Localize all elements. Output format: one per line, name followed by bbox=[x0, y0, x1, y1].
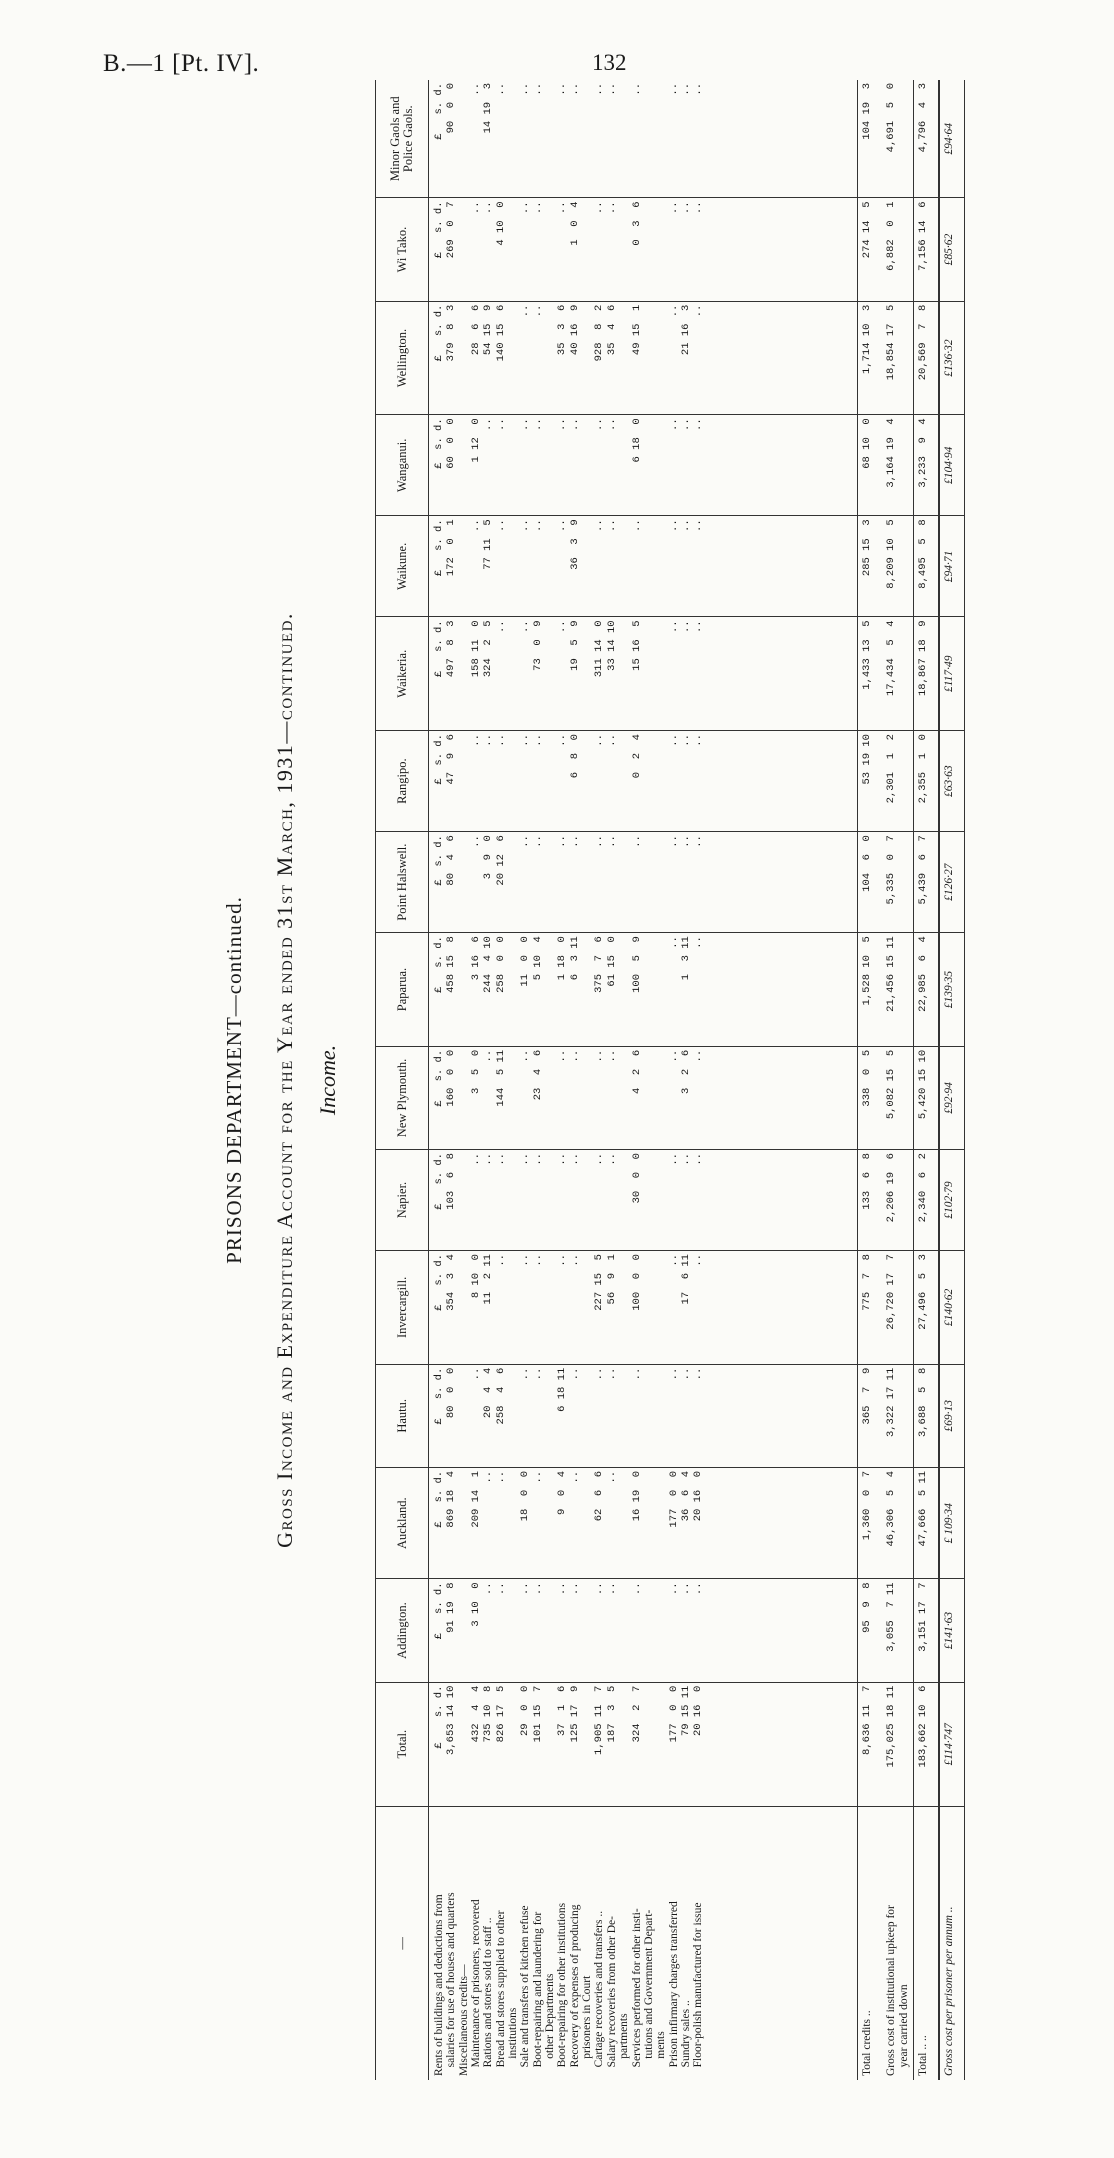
gross-cost-cell: 3,055 7 11 bbox=[882, 1579, 913, 1682]
gross-cost-cell: 18,854 17 5 bbox=[882, 301, 913, 415]
row-label: Sundry sales .. bbox=[679, 2000, 692, 2076]
grand-total-cell: 3,233 9 4 bbox=[914, 415, 940, 516]
total-cell: 775 7 8 bbox=[858, 1251, 883, 1365]
gross-cost-cell: 5,082 15 5 bbox=[882, 1046, 913, 1149]
column-header-row bbox=[376, 80, 429, 2080]
column-header: Total. bbox=[376, 1682, 429, 1806]
row-label: Total .. .. bbox=[917, 2035, 929, 2076]
value-column-hautu: £ s. d. 80 0 0 .. 20 4 4 258 4 6 .. .. 6 18 11 .. .. .. .. .. .. .. bbox=[429, 1364, 858, 1467]
column-header: Invercargill. bbox=[376, 1251, 429, 1365]
cost-per-prisoner-row bbox=[939, 80, 965, 2080]
gross-cost-cell: 8,209 10 5 bbox=[882, 516, 913, 617]
value-column-waikune: £ s. d. 172 0 1 .. 77 11 5 .. .. .. .. 36 3 9 .. .. .. .. .. .. bbox=[429, 516, 858, 617]
gross-cost-cell: 5,335 0 7 bbox=[882, 832, 913, 933]
gross-cost-cell: 17,434 5 4 bbox=[882, 617, 913, 731]
grand-total-cell: 27,496 5 3 bbox=[914, 1251, 940, 1365]
grand-total-cell: 47,666 5 11 bbox=[914, 1467, 940, 1579]
total-cell: 133 6 8 bbox=[858, 1150, 883, 1251]
row-label: Rations and stores sold to staff .. bbox=[482, 1917, 495, 2076]
grand-total-cell: 2,340 6 2 bbox=[914, 1150, 940, 1251]
section-title: Income. bbox=[315, 1044, 340, 1116]
grand-total-cell: 22,985 6 4 bbox=[914, 933, 940, 1047]
column-header: Hautu. bbox=[376, 1364, 429, 1467]
grand-total-cell: 7,156 14 6 bbox=[914, 198, 940, 301]
column-header: Wi Tako. bbox=[376, 198, 429, 301]
cost-per-prisoner-cell: £ 109·34 bbox=[939, 1467, 965, 1579]
grand-total-cell: 8,495 5 8 bbox=[914, 516, 940, 617]
cost-per-prisoner-cell: £114·747 bbox=[939, 1682, 965, 1806]
grand-total-cell: 3,688 5 8 bbox=[914, 1364, 940, 1467]
cost-per-prisoner-cell: £85·62 bbox=[939, 198, 965, 301]
row-label: Floor-polish manufactured for issue bbox=[692, 1902, 705, 2076]
income-items-row bbox=[429, 80, 858, 2080]
row-label: Rents of buildings and deductions from salaries for use of houses and quarters bbox=[433, 1892, 458, 2076]
row-label: Maintenance of prisoners, recovered bbox=[470, 1899, 483, 2076]
row-label: Gross cost per prisoner per annum .. bbox=[939, 1806, 965, 2080]
title-block bbox=[150, 80, 340, 2080]
gross-cost-cell: 2,206 19 6 bbox=[882, 1150, 913, 1251]
gross-cost-row bbox=[882, 80, 913, 2080]
total-cell: 365 7 9 bbox=[858, 1364, 883, 1467]
row-labels-cell bbox=[429, 1806, 858, 2080]
column-header: Auckland. bbox=[376, 1467, 429, 1579]
cost-per-prisoner-cell: £63·63 bbox=[939, 731, 965, 832]
gross-cost-cell: 26,720 17 7 bbox=[882, 1251, 913, 1365]
value-column-rangipo: £ s. d. 47 9 6 .. .. .. .. .. .. 6 8 0 .. .. 0 2 4 .. .. .. bbox=[429, 731, 858, 832]
row-label: Total credits .. bbox=[861, 2010, 874, 2076]
row-label: Boot-repairing for other institutions bbox=[556, 1902, 569, 2076]
total-cell: 104 19 3 bbox=[858, 80, 883, 198]
cost-per-prisoner-cell: £139·35 bbox=[939, 933, 965, 1047]
page-number: 132 bbox=[592, 50, 627, 75]
value-column-minor-gaols: £ s. d. 90 0 0 .. 14 19 3 .. .. .. .. .. .. .. .. .. .. .. bbox=[429, 80, 858, 198]
column-header: Addington. bbox=[376, 1579, 429, 1682]
total-cell: 1,360 0 7 bbox=[858, 1467, 883, 1579]
grand-total-row bbox=[914, 80, 940, 2080]
cost-per-prisoner-cell: £92·94 bbox=[939, 1046, 965, 1149]
total-cell: 1,433 13 5 bbox=[858, 617, 883, 731]
value-column-wanganui: £ s. d. 60 0 0 1 12 0 .. .. .. .. .. .. .. .. 6 18 0 .. .. .. bbox=[429, 415, 858, 516]
value-column-wi-tako: £ s. d. 269 0 7 .. .. 4 10 0 .. .. .. 1 0 4 .. .. 0 3 6 .. .. .. bbox=[429, 198, 858, 301]
row-label: Cartage recoveries and transfers .. bbox=[593, 1910, 606, 2076]
cost-per-prisoner-cell: £141·63 bbox=[939, 1579, 965, 1682]
grand-total-cell: 18,867 18 9 bbox=[914, 617, 940, 731]
row-label: Salary recoveries from other De- partments bbox=[605, 1916, 631, 2068]
total-cell: 8,636 11 7 bbox=[858, 1682, 883, 1806]
column-header: Paparua. bbox=[376, 933, 429, 1047]
income-table bbox=[375, 80, 965, 2080]
total-cell: 285 15 3 bbox=[858, 516, 883, 617]
cost-per-prisoner-cell: £136·32 bbox=[939, 301, 965, 415]
value-column-auckland: £ s. d. 869 18 4 209 14 1 .. .. 18 0 0 .. 9 0 4 .. 62 6 6 .. 16 19 0 177 0 0 36 6 4 20 16 0 bbox=[429, 1467, 858, 1579]
gross-cost-cell: 3,164 19 4 bbox=[882, 415, 913, 516]
column-header: Minor Gaols and Police Gaols. bbox=[376, 80, 429, 198]
gross-cost-cell: 46,306 5 4 bbox=[882, 1467, 913, 1579]
cost-per-prisoner-cell: £102·79 bbox=[939, 1150, 965, 1251]
grand-total-cell: 183,662 10 6 bbox=[914, 1682, 940, 1806]
value-column-addington: £ s. d. 91 19 8 3 10 0 .. .. .. .. .. .. .. .. .. .. .. .. bbox=[429, 1579, 858, 1682]
gross-cost-cell: 2,301 1 2 bbox=[882, 731, 913, 832]
row-label: Miscellaneous credits— bbox=[457, 1964, 470, 2076]
value-column-point-halswell: £ s. d. 80 4 6 .. 3 9 0 20 12 6 .. .. .. .. .. .. .. .. .. .. bbox=[429, 832, 858, 933]
row-label: Boot-repairing and laundering for other Departments bbox=[531, 1911, 557, 2068]
grand-total-cell: 5,439 6 7 bbox=[914, 832, 940, 933]
grand-total-cell: 2,355 1 0 bbox=[914, 731, 940, 832]
column-header: Wanganui. bbox=[376, 415, 429, 516]
cost-per-prisoner-cell: £140·62 bbox=[939, 1251, 965, 1365]
total-cell: 53 19 10 bbox=[858, 731, 883, 832]
total-cell: 104 6 0 bbox=[858, 832, 883, 933]
total-cell: 274 14 5 bbox=[858, 198, 883, 301]
value-column-total: £ s. d. 3,653 14 10 432 4 4 735 10 8 826 17 5 29 0 0 101 15 7 37 1 6 125 17 9 1,905 11 7 187 3 5 324 2 7 177 0 0 79 15 11 20 16 0 bbox=[429, 1682, 858, 1806]
column-header: — bbox=[376, 1806, 429, 2080]
cost-per-prisoner-cell: £94·64 bbox=[939, 80, 965, 198]
column-header: New Plymouth. bbox=[376, 1046, 429, 1149]
total-credits-row bbox=[858, 80, 883, 2080]
row-label: Gross cost of institutional upkeep for year carried down bbox=[885, 1905, 910, 2076]
row-label: Recovery of expenses of producing prisoners in Court bbox=[568, 1904, 594, 2068]
total-cell: 338 0 5 bbox=[858, 1046, 883, 1149]
gross-cost-cell: 175,025 18 11 bbox=[882, 1682, 913, 1806]
value-column-new-plymouth: £ s. d. 160 0 0 3 5 0 .. 144 5 11 .. 23 4 6 .. .. .. .. 4 2 6 .. 3 2 6 .. bbox=[429, 1046, 858, 1149]
grand-total-cell: 20,569 7 8 bbox=[914, 301, 940, 415]
rotated-page-content bbox=[150, 80, 970, 2080]
value-column-invercargill: £ s. d. 354 3 4 8 10 0 11 2 11 .. .. .. .. .. 227 15 5 56 9 1 100 0 0 .. 17 6 11 .. bbox=[429, 1251, 858, 1365]
cost-per-prisoner-cell: £69·13 bbox=[939, 1364, 965, 1467]
gross-cost-cell: 6,882 0 1 bbox=[882, 198, 913, 301]
column-header: Waikune. bbox=[376, 516, 429, 617]
row-label: Services performed for other insti- tutions and Government Depart- ments bbox=[630, 1908, 668, 2068]
gross-cost-cell: 3,322 17 11 bbox=[882, 1364, 913, 1467]
cost-per-prisoner-cell: £104·94 bbox=[939, 415, 965, 516]
document-reference: B.—1 [Pt. IV]. bbox=[103, 50, 260, 77]
row-label: Sale and transfers of kitchen refuse bbox=[519, 1905, 532, 2076]
grand-total-cell: 3,151 17 7 bbox=[914, 1579, 940, 1682]
grand-total-cell: 4,796 4 3 bbox=[914, 80, 940, 198]
gross-cost-cell: 21,456 15 11 bbox=[882, 933, 913, 1047]
value-column-wellington: £ s. d. 379 8 3 28 6 6 54 15 9 140 15 6 .. .. 35 3 6 40 16 9 928 8 2 35 4 6 49 15 1 .. 21 16 3 .. bbox=[429, 301, 858, 415]
total-cell: 68 10 0 bbox=[858, 415, 883, 516]
column-header: Napier. bbox=[376, 1150, 429, 1251]
total-cell: 95 9 8 bbox=[858, 1579, 883, 1682]
cost-per-prisoner-cell: £94·71 bbox=[939, 516, 965, 617]
total-cell: 1,528 10 5 bbox=[858, 933, 883, 1047]
column-header: Wellington. bbox=[376, 301, 429, 415]
column-header: Waikeria. bbox=[376, 617, 429, 731]
row-label: Bread and stores supplied to other institutions bbox=[494, 1910, 520, 2068]
value-column-paparua: £ s. d. 458 15 8 3 16 6 244 4 10 258 0 0 11 0 0 5 10 4 1 18 0 6 3 11 375 7 6 61 15 0 100 5 9 .. 1 3 11 .. bbox=[429, 933, 858, 1047]
column-header: Rangipo. bbox=[376, 731, 429, 832]
total-cell: 1,714 10 3 bbox=[858, 301, 883, 415]
department-title: PRISONS DEPARTMENT—continued. bbox=[222, 896, 246, 1264]
cost-per-prisoner-cell: £126·27 bbox=[939, 832, 965, 933]
column-header: Point Halswell. bbox=[376, 832, 429, 933]
row-label: Prison infirmary charges transferred bbox=[667, 1901, 680, 2076]
gross-cost-cell: 4,691 5 0 bbox=[882, 80, 913, 198]
value-column-napier: £ s. d. 103 6 8 .. .. .. .. .. .. .. .. .. 30 0 0 .. .. .. bbox=[429, 1150, 858, 1251]
value-column-waikeria: £ s. d. 497 8 3 158 11 0 324 2 5 .. .. 73 0 9 .. 19 5 9 311 14 0 33 14 10 15 16 5 .. .. .. bbox=[429, 617, 858, 731]
account-title: Gross Income and Expenditure Account for the Year ended 31st March, 1931—continued. bbox=[272, 612, 297, 1548]
grand-total-cell: 5,420 15 10 bbox=[914, 1046, 940, 1149]
cost-per-prisoner-cell: £117·49 bbox=[939, 617, 965, 731]
